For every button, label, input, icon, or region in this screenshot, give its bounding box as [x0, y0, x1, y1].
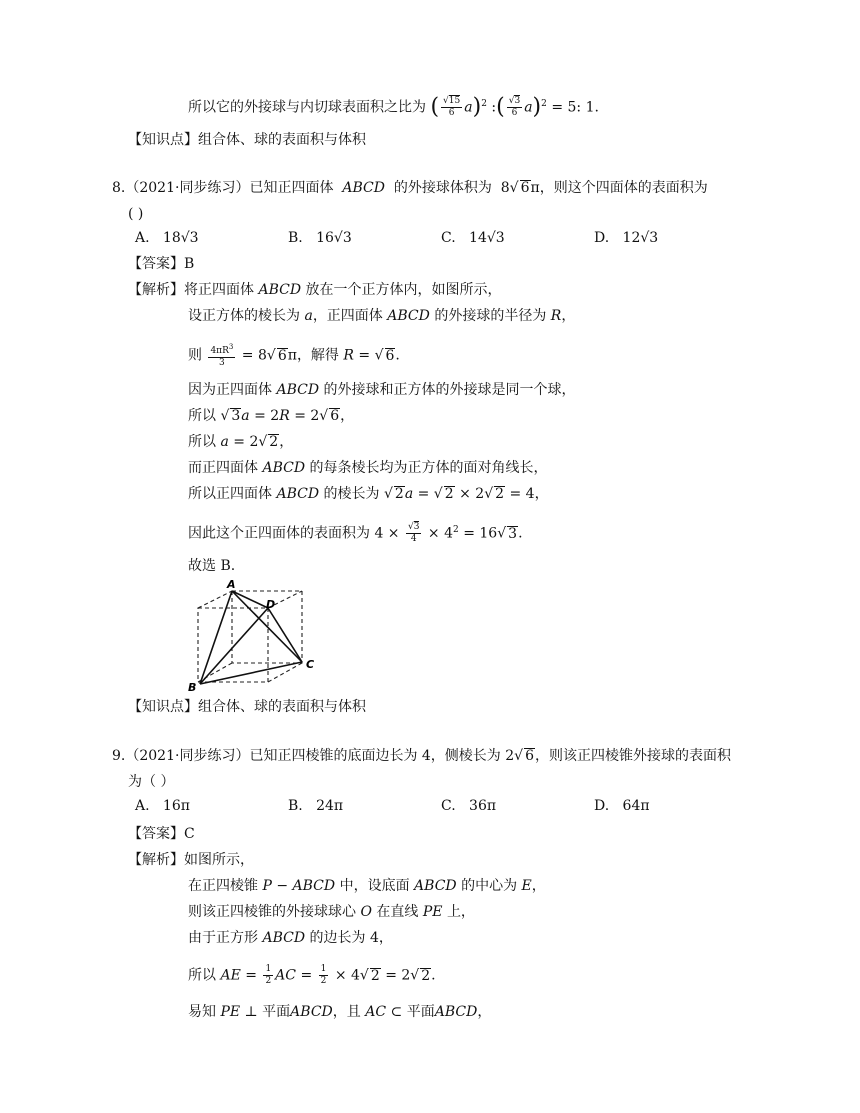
- q9-analysis-line-5: 所以 AE = $\frac{1}{2}$ AC = $\frac{1}{2}$ × 4√ 2 = 2√ 2.: [188, 964, 436, 986]
- q9-analysis-line-2: 在正四棱锥 P − ABCD 中，设底面 ABCD 的中心为 E，: [188, 878, 546, 894]
- q8-paren: ( ): [128, 206, 144, 222]
- prev-conclusion: 所以它的外接球与内切球表面积之比为 ( $\frac{√15}{6}$ a)$^2$ :( $\frac{√3}{6}$ a)$^2$ = 5: 1.: [188, 94, 599, 120]
- q9-stem-cont: 为（ ）: [128, 774, 175, 790]
- q8-choose: 故选 B.: [188, 558, 236, 574]
- q8-analysis-line-6: 所以 a = 2√ 2，: [188, 434, 294, 450]
- q8-analysis-line-5: 所以 √ 3a = 2R = 2√ 6，: [188, 408, 355, 424]
- q9-analysis-line-1: 【解析】如图所示，: [128, 852, 254, 868]
- q8-analysis-line-1: 【解析】将正四面体 ABCD 放在一个正方体内，如图所示，: [128, 282, 502, 298]
- q9-analysis-line-6: 易知 PE ⊥ 平面ABCD，且 AC ⊂ 平面ABCD，: [188, 1004, 492, 1020]
- q8-fig-label-c: C: [306, 658, 315, 671]
- q8-knowledge-point: 【知识点】组合体、球的表面积与体积: [128, 699, 366, 715]
- q9-option-b: B. 24π: [288, 798, 344, 814]
- q9-option-d: D. 64π: [594, 798, 650, 814]
- q9-stem: 9.（2021·同步练习）已知正四棱锥的底面边长为 4，侧棱长为 2√ 6，则该正四棱锥外接球的表面积: [112, 748, 732, 764]
- q8-analysis-line-4: 因为正四面体 ABCD 的外接球和正方体的外接球是同一个球，: [188, 382, 576, 398]
- q8-answer: 【答案】B: [128, 256, 195, 272]
- q8-fig-label-d: D: [266, 598, 276, 611]
- q9-answer: 【答案】C: [128, 826, 195, 842]
- q9-option-a: A. 16π: [135, 798, 190, 814]
- q9-option-c: C. 36π: [441, 798, 497, 814]
- q8-option-b: B. 16√3: [288, 230, 352, 246]
- q8-option-d: D. 12√3: [594, 230, 659, 246]
- q8-analysis-line-8: 所以正四面体 ABCD 的棱长为 √ 2a = √ 2 × 2√ 2 = 4，: [188, 486, 549, 502]
- q9-analysis-line-4: 由于正方形 ABCD 的边长为 4，: [188, 930, 393, 946]
- q8-analysis-line-2: 设正方体的棱长为 a，正四面体 ABCD 的外接球的半径为 R，: [188, 308, 576, 324]
- q8-option-a: A. 18√3: [135, 230, 199, 246]
- q8-option-c: C. 14√3: [441, 230, 505, 246]
- q8-cube-figure: [180, 578, 330, 693]
- q9-analysis-line-3: 则该正四棱锥的外接球球心 O 在直线 PE 上，: [188, 904, 475, 920]
- q8-fig-label-b: B: [188, 681, 197, 693]
- q8-analysis-line-9: 因此这个正四面体的表面积为 4 × $\frac{√3}{4}$ × $4^2 = 16√$ 3.: [188, 522, 523, 545]
- q8-fig-label-a: A: [227, 578, 236, 591]
- q8-analysis-line-3: 则 $\frac{4\pi R^3}{3}$ = 8√ 6π，解得 R = √ 6.: [188, 343, 400, 368]
- q8-stem: 8.（2021·同步练习）已知正四面体 ABCD 的外接球体积为 8√ 6π，则这个四面体的表面积为: [112, 180, 708, 196]
- q8-analysis-line-7: 而正四面体 ABCD 的每条棱长均为正方体的面对角线长，: [188, 460, 548, 476]
- prev-knowledge-point: 【知识点】组合体、球的表面积与体积: [128, 132, 366, 148]
